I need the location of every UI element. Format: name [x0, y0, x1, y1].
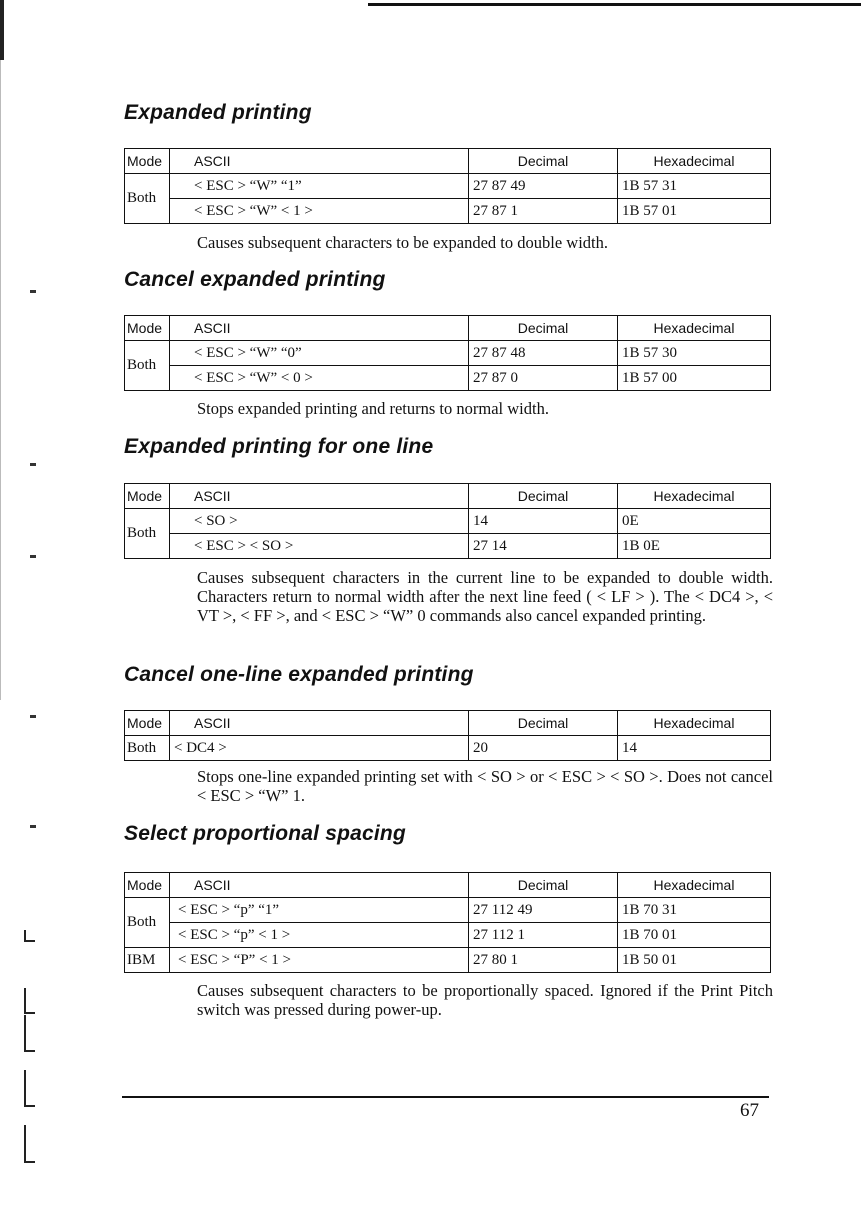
table-row [125, 199, 771, 224]
col-header-decimal: Decimal [469, 149, 618, 174]
mode-cell: Both [125, 174, 170, 224]
table-row [125, 898, 771, 923]
decimal-cell: 27 112 49 [469, 898, 618, 923]
margin-bracket [24, 1015, 35, 1052]
col-header-ascii: ASCII [170, 149, 469, 174]
section-description: Stops one-line expanded printing set with < SO > or < ESC > < SO >. Does not cancel < ESC > “W” 1. [197, 767, 773, 805]
table-row [125, 341, 771, 366]
mode-cell: Both [125, 898, 170, 948]
hex-cell: 1B 57 30 [618, 341, 771, 366]
section-title: Expanded printing [124, 101, 312, 124]
hex-cell: 1B 57 31 [618, 174, 771, 199]
decimal-cell: 14 [469, 509, 618, 534]
binding-edge-shadow [0, 60, 1, 700]
col-header-decimal: Decimal [469, 316, 618, 341]
command-table [124, 483, 771, 559]
col-header-mode: Mode [125, 484, 170, 509]
col-header-mode: Mode [125, 316, 170, 341]
col-header-mode: Mode [125, 711, 170, 736]
mode-cell: IBM [125, 948, 170, 973]
margin-bracket [24, 1070, 35, 1107]
col-header-hex: Hexadecimal [618, 484, 771, 509]
binding-edge [0, 0, 4, 60]
ascii-cell: < ESC > “W” “1” [170, 174, 469, 199]
section-description: Stops expanded printing and returns to normal width. [197, 399, 549, 418]
section-title: Cancel one-line expanded printing [124, 663, 474, 686]
table-header-row [125, 149, 771, 174]
margin-mark [30, 555, 36, 558]
table-row [125, 534, 771, 559]
decimal-cell: 27 87 1 [469, 199, 618, 224]
page-number: 67 [740, 1100, 759, 1121]
table-row [125, 736, 771, 761]
hex-cell: 0E [618, 509, 771, 534]
section-title: Cancel expanded printing [124, 268, 386, 291]
col-header-decimal: Decimal [469, 484, 618, 509]
hex-cell: 1B 57 00 [618, 366, 771, 391]
table-row [125, 509, 771, 534]
col-header-hex: Hexadecimal [618, 316, 771, 341]
col-header-mode: Mode [125, 149, 170, 174]
mode-cell: Both [125, 736, 170, 761]
hex-cell: 1B 0E [618, 534, 771, 559]
command-table [124, 315, 771, 391]
ascii-cell: < ESC > “P” < 1 > [170, 948, 469, 973]
table-header-row [125, 484, 771, 509]
ascii-cell: < DC4 > [170, 736, 469, 761]
margin-bracket [24, 988, 35, 1014]
decimal-cell: 27 112 1 [469, 923, 618, 948]
col-header-decimal: Decimal [469, 711, 618, 736]
decimal-cell: 27 80 1 [469, 948, 618, 973]
hex-cell: 1B 57 01 [618, 199, 771, 224]
ascii-cell: < ESC > “W” “0” [170, 341, 469, 366]
decimal-cell: 27 87 48 [469, 341, 618, 366]
hex-cell: 14 [618, 736, 771, 761]
decimal-cell: 27 87 0 [469, 366, 618, 391]
footer-rule [122, 1096, 769, 1098]
col-header-hex: Hexadecimal [618, 873, 771, 898]
col-header-hex: Hexadecimal [618, 149, 771, 174]
command-table [124, 872, 771, 973]
decimal-cell: 27 14 [469, 534, 618, 559]
section-description: Causes subsequent characters in the current line to be expanded to double width. Characters return to normal width after the next line feed ( < LF > ). The < DC4 >, < VT >, < FF >, and < ESC > “W” 0 commands also cancel expanded printing. [197, 568, 773, 625]
hex-cell: 1B 70 01 [618, 923, 771, 948]
margin-mark [30, 463, 36, 466]
table-row [125, 948, 771, 973]
section-description: Causes subsequent characters to be proportionally spaced. Ignored if the Print Pitch switch was pressed during power-up. [197, 981, 773, 1019]
col-header-hex: Hexadecimal [618, 711, 771, 736]
mode-cell: Both [125, 509, 170, 559]
table-row [125, 174, 771, 199]
decimal-cell: 27 87 49 [469, 174, 618, 199]
table-row [125, 923, 771, 948]
ascii-cell: < ESC > “W” < 0 > [170, 366, 469, 391]
col-header-ascii: ASCII [170, 711, 469, 736]
section-title: Select proportional spacing [124, 822, 406, 845]
ascii-cell: < ESC > < SO > [170, 534, 469, 559]
col-header-ascii: ASCII [170, 316, 469, 341]
command-table [124, 710, 771, 761]
decimal-cell: 20 [469, 736, 618, 761]
margin-bracket [24, 930, 35, 942]
ascii-cell: < ESC > “p” < 1 > [170, 923, 469, 948]
col-header-mode: Mode [125, 873, 170, 898]
col-header-decimal: Decimal [469, 873, 618, 898]
table-header-row [125, 873, 771, 898]
section-title: Expanded printing for one line [124, 435, 434, 458]
mode-cell: Both [125, 341, 170, 391]
ascii-cell: < ESC > “p” “1” [170, 898, 469, 923]
ascii-cell: < SO > [170, 509, 469, 534]
command-table [124, 148, 771, 224]
section-description: Causes subsequent characters to be expanded to double width. [197, 233, 609, 252]
table-header-row [125, 711, 771, 736]
margin-mark [30, 290, 36, 293]
col-header-ascii: ASCII [170, 484, 469, 509]
hex-cell: 1B 50 01 [618, 948, 771, 973]
margin-bracket [24, 1125, 35, 1163]
top-rule [368, 3, 861, 6]
table-row [125, 366, 771, 391]
table-header-row [125, 316, 771, 341]
ascii-cell: < ESC > “W” < 1 > [170, 199, 469, 224]
margin-mark [30, 715, 36, 718]
col-header-ascii: ASCII [170, 873, 469, 898]
hex-cell: 1B 70 31 [618, 898, 771, 923]
margin-mark [30, 825, 36, 828]
